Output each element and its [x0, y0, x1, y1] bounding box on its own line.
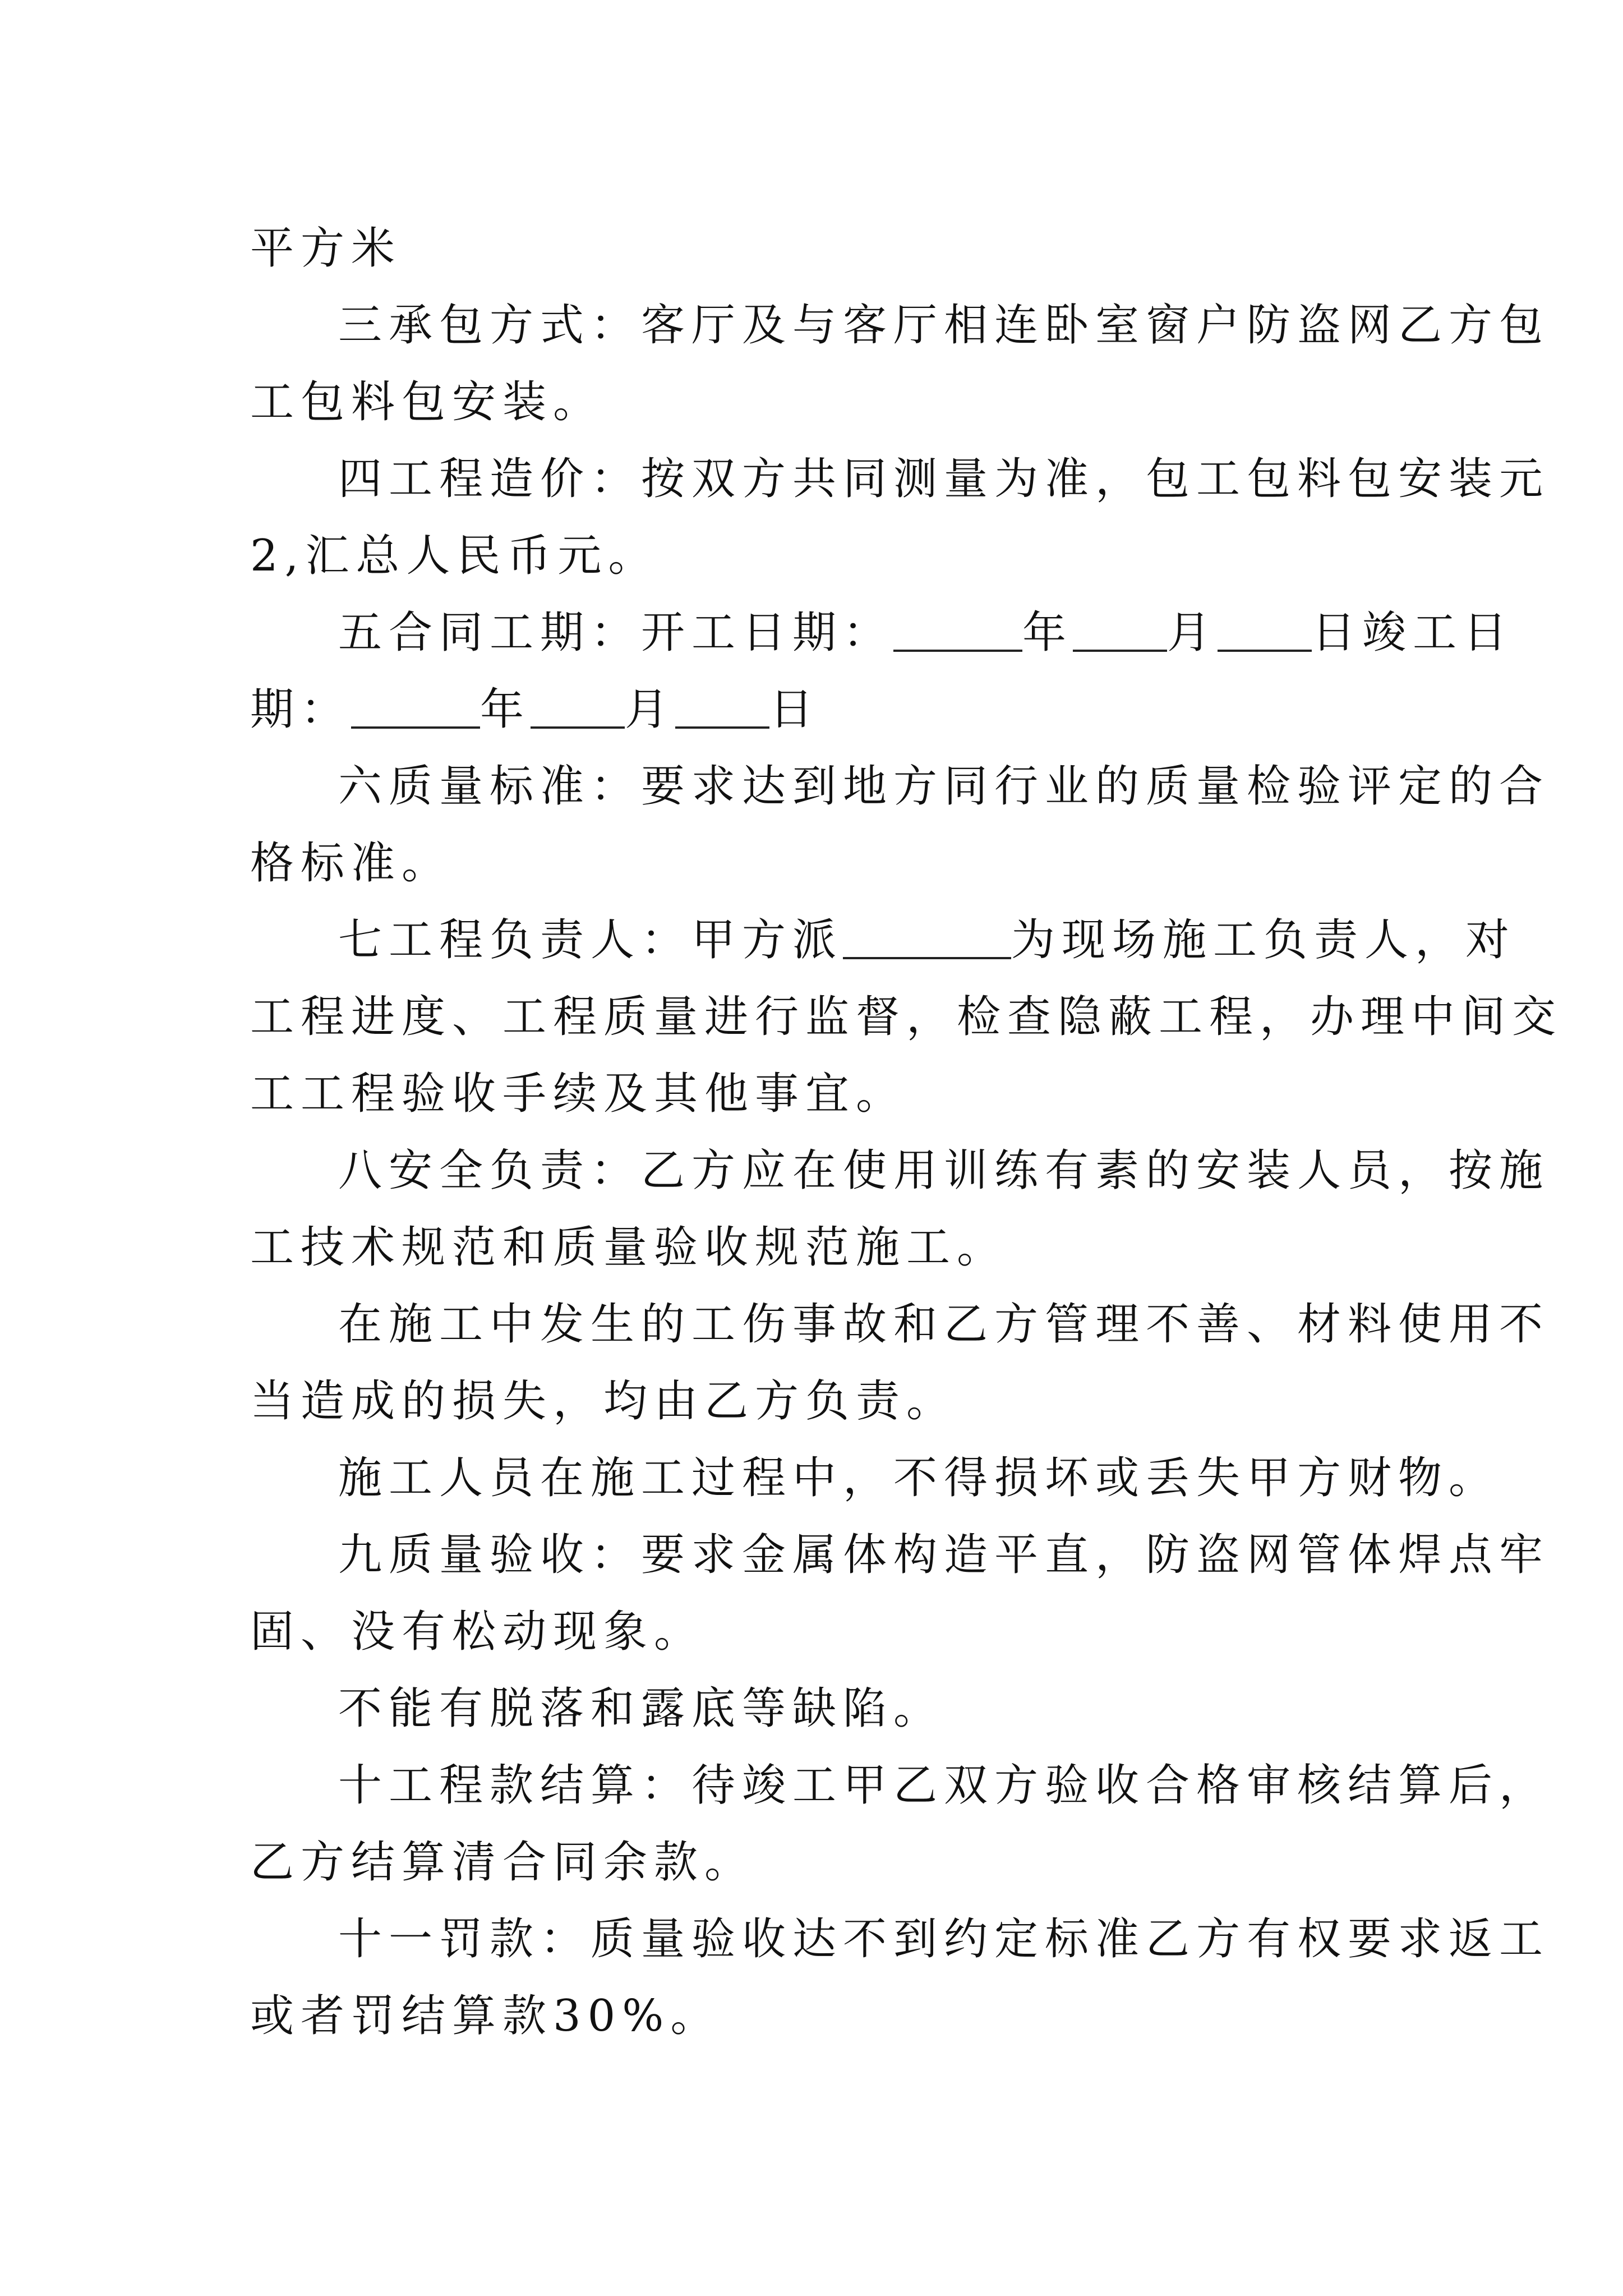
- start-day-blank: [1218, 610, 1312, 652]
- text-line: 施工人员在施工过程中，不得损坏或丢失甲方财物。: [338, 1453, 1500, 1503]
- text-line: 工工程验收手续及其他事宜。: [250, 1069, 907, 1119]
- start-year-blank: [893, 610, 1022, 652]
- clause-4-project-cost: 四工程造价：按双方共同测量为准，包工包料包安装元: [338, 454, 1550, 504]
- document-body: [250, 210, 1563, 2055]
- text-segment: 期：: [250, 684, 352, 735]
- text-line: 或者罚结算款30%。: [250, 1991, 721, 2041]
- text-line: 工技术规范和质量验收规范施工。: [250, 1222, 1008, 1273]
- clause-6-quality-standard: 六质量标准：要求达到地方同行业的质量检验评定的合: [338, 761, 1550, 812]
- text-line: 工包料包安装。: [250, 377, 604, 427]
- text-line: 不能有脱落和露底等缺陷。: [338, 1683, 944, 1734]
- text-segment: 日: [769, 684, 820, 735]
- text-line: 格标准。: [250, 838, 453, 889]
- text-line: 乙方结算清合同余款。: [250, 1837, 755, 1888]
- manager-name-blank: [843, 918, 1011, 959]
- clause-10-settlement: 十工程款结算：待竣工甲乙双方验收合格审核结算后，: [338, 1760, 1550, 1811]
- end-day-blank: [675, 687, 769, 729]
- text-line: 在施工中发生的工伤事故和乙方管理不善、材料使用不: [338, 1299, 1550, 1350]
- text-segment: 年: [480, 684, 531, 735]
- clause-11-penalty: 十一罚款：质量验收达不到约定标准乙方有权要求返工: [338, 1914, 1550, 1964]
- end-month-blank: [531, 687, 625, 729]
- text-segment: 五合同工期：开工日期：: [338, 608, 894, 658]
- text-line: 2,汇总人民币元。: [250, 531, 659, 581]
- text-segment: 年: [1022, 608, 1073, 658]
- text-segment: 月: [625, 684, 676, 735]
- text-line: 固、没有松动现象。: [250, 1607, 705, 1657]
- clause-3-contract-method: 三承包方式：客厅及与客厅相连卧室窗户防盗网乙方包: [338, 300, 1550, 351]
- text-segment: 月: [1167, 608, 1218, 658]
- text-line: 平方米: [250, 223, 402, 274]
- clause-8-safety: 八安全负责：乙方应在使用训练有素的安装人员，按施: [338, 1145, 1550, 1196]
- text-line: 工程进度、工程质量进行监督，检查隐蔽工程，办理中间交: [250, 992, 1563, 1042]
- completion-date-line: [250, 671, 1380, 748]
- clause-9-quality-acceptance: 九质量验收：要求金属体构造平直，防盗网管体焊点牢: [338, 1530, 1550, 1580]
- start-month-blank: [1073, 610, 1167, 652]
- text-segment: 日竣工日: [1312, 608, 1514, 658]
- end-year-blank: [351, 687, 480, 729]
- text-segment: 为现场施工负责人，对: [1011, 915, 1516, 965]
- text-line: 当造成的损失，均由乙方负责。: [250, 1376, 957, 1427]
- clause-5-contract-period: [250, 595, 1514, 671]
- text-segment: 七工程负责人：甲方派: [338, 915, 843, 965]
- clause-7-project-manager: [250, 902, 1516, 979]
